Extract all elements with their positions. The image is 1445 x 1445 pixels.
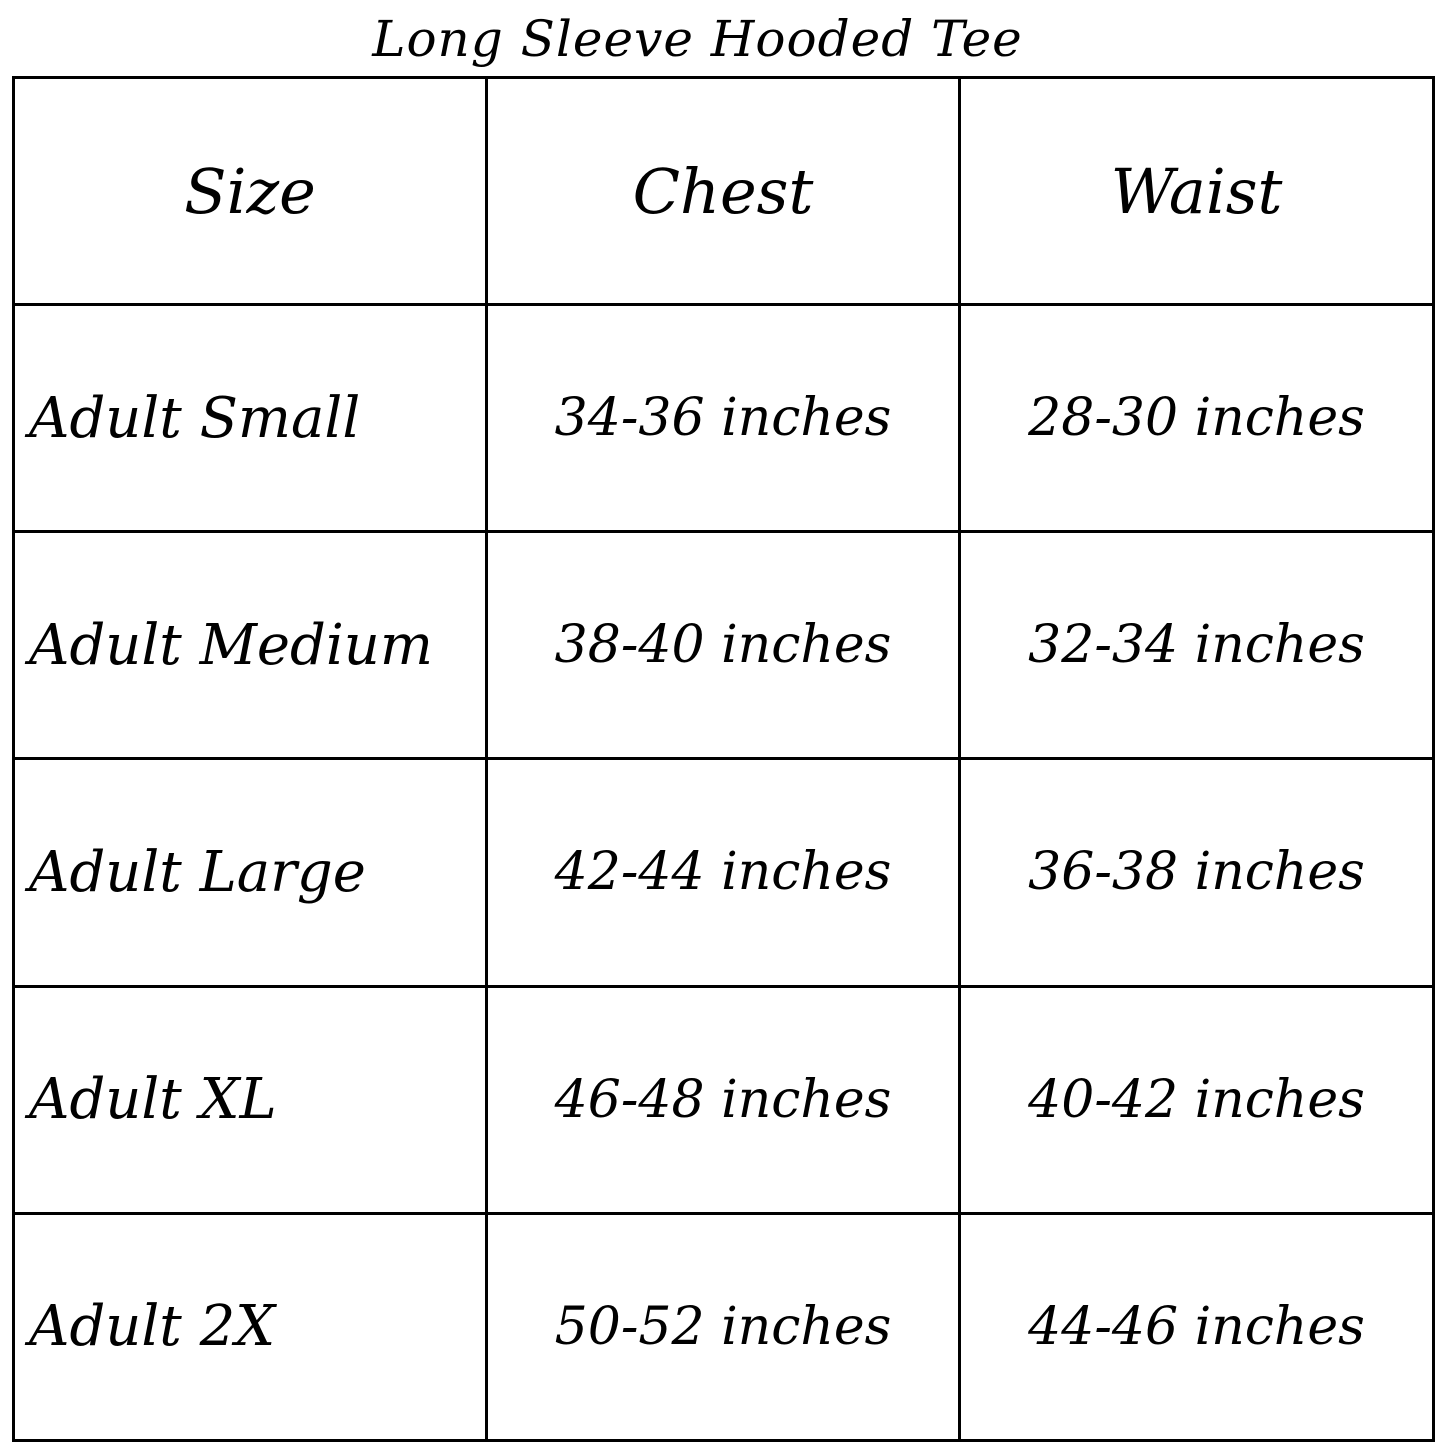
table-row (14, 1213, 1434, 1440)
waist-cell: 32-34 inches (960, 532, 1434, 759)
size-chart-table (12, 76, 1435, 1442)
chest-cell: 38-40 inches (487, 532, 960, 759)
size-cell: Adult Medium (14, 532, 487, 759)
chest-cell: 42-44 inches (487, 759, 960, 986)
header-size: Size (14, 78, 487, 305)
table-row (14, 759, 1434, 986)
waist-cell: 44-46 inches (960, 1213, 1434, 1440)
size-cell: Adult Large (14, 759, 487, 986)
table-row (14, 532, 1434, 759)
header-waist: Waist (960, 78, 1434, 305)
waist-cell: 28-30 inches (960, 305, 1434, 532)
chest-cell: 34-36 inches (487, 305, 960, 532)
waist-cell: 40-42 inches (960, 986, 1434, 1213)
size-cell: Adult 2X (14, 1213, 487, 1440)
table-row (14, 305, 1434, 532)
chest-cell: 50-52 inches (487, 1213, 960, 1440)
chest-cell: 46-48 inches (487, 986, 960, 1213)
size-cell: Adult XL (14, 986, 487, 1213)
chart-title: Long Sleeve Hooded Tee (372, 10, 1023, 68)
size-cell: Adult Small (14, 305, 487, 532)
header-chest: Chest (487, 78, 960, 305)
table-row (14, 986, 1434, 1213)
waist-cell: 36-38 inches (960, 759, 1434, 986)
header-row (14, 78, 1434, 305)
